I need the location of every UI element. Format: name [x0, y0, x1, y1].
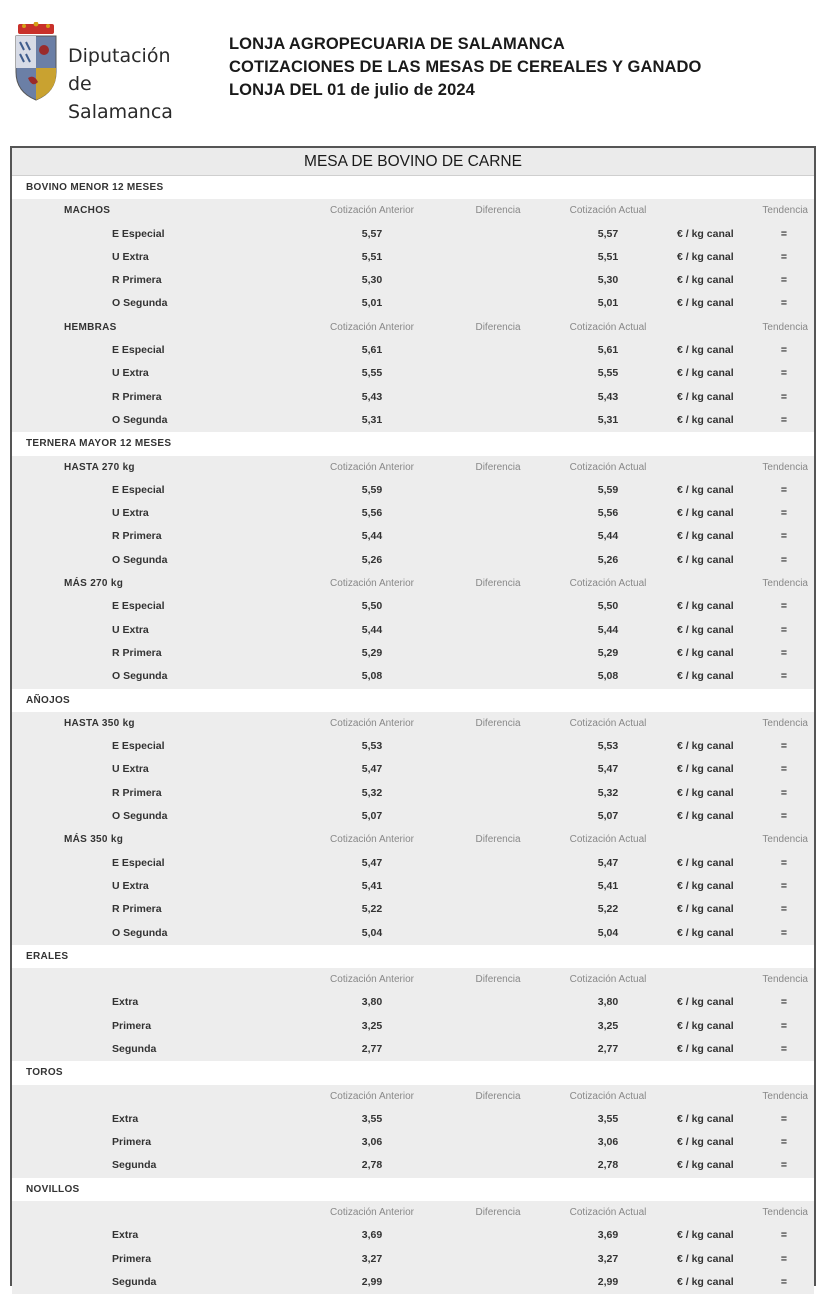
- table-row: [12, 409, 814, 432]
- anterior-price-cell: 5,44: [361, 530, 383, 543]
- trend-cell: =: [780, 227, 788, 240]
- table-row: [12, 595, 814, 618]
- col-header-tendencia: Tendencia: [762, 1090, 808, 1102]
- category-cell: U Extra: [112, 879, 149, 892]
- actual-price-cell: 5,56: [597, 507, 619, 520]
- category-cell: Primera: [112, 1136, 152, 1149]
- anterior-price-cell: 2,78: [361, 1159, 383, 1172]
- unit-cell: € / kg canal: [677, 227, 734, 240]
- table-row: [12, 898, 814, 921]
- anterior-price-cell: 5,50: [361, 600, 383, 613]
- actual-price-cell: 5,29: [597, 646, 619, 659]
- trend-cell: =: [780, 670, 788, 683]
- trend-cell: =: [780, 413, 788, 426]
- trend-cell: =: [780, 1019, 788, 1032]
- trend-cell: =: [780, 926, 788, 939]
- anterior-price-cell: 2,99: [361, 1275, 383, 1288]
- table-row: [12, 619, 814, 642]
- col-header-actual: Cotización Actual: [569, 461, 647, 473]
- section-label: BOVINO MENOR 12 MESES: [26, 182, 164, 193]
- trend-cell: =: [780, 810, 788, 823]
- trend-cell: =: [780, 600, 788, 613]
- table-row: [12, 1015, 814, 1038]
- col-header-tendencia: Tendencia: [762, 974, 808, 986]
- actual-price-cell: 5,44: [597, 530, 619, 543]
- logo-line-2: de Salamanca: [68, 73, 173, 123]
- actual-price-cell: 5,22: [597, 903, 619, 916]
- anterior-price-cell: 5,59: [361, 483, 383, 496]
- table-row: [12, 1038, 814, 1061]
- category-cell: E Especial: [112, 740, 165, 753]
- logo-text: [68, 42, 202, 126]
- table-row: [12, 549, 814, 572]
- table-row: [12, 642, 814, 665]
- col-header-diferencia: Diferencia: [475, 321, 521, 333]
- table-row: [12, 269, 814, 292]
- category-cell: O Segunda: [112, 926, 168, 939]
- col-header-actual: Cotización Actual: [569, 1090, 647, 1102]
- unit-cell: € / kg canal: [677, 1112, 734, 1125]
- unit-cell: € / kg canal: [677, 1275, 734, 1288]
- table-row: [12, 758, 814, 781]
- unit-cell: € / kg canal: [677, 1019, 734, 1032]
- anterior-price-cell: 3,69: [361, 1229, 383, 1242]
- page-header: [0, 0, 834, 140]
- unit-cell: € / kg canal: [677, 810, 734, 823]
- actual-price-cell: 5,08: [597, 670, 619, 683]
- actual-price-cell: 3,80: [597, 996, 619, 1009]
- anterior-price-cell: 5,55: [361, 367, 383, 380]
- actual-price-cell: 5,59: [597, 483, 619, 496]
- anterior-price-cell: 5,53: [361, 740, 383, 753]
- category-cell: E Especial: [112, 344, 165, 357]
- actual-price-cell: 5,01: [597, 297, 619, 310]
- table-row: [12, 1248, 814, 1271]
- price-table: [10, 146, 816, 1286]
- unit-cell: € / kg canal: [677, 530, 734, 543]
- col-header-actual: Cotización Actual: [569, 578, 647, 590]
- actual-price-cell: 2,77: [597, 1042, 619, 1055]
- category-cell: Primera: [112, 1252, 152, 1265]
- category-cell: R Primera: [112, 390, 162, 403]
- group-label: MACHOS: [64, 205, 111, 217]
- section-row: [12, 689, 814, 712]
- diputacion-logo: [12, 22, 202, 123]
- actual-price-cell: 5,31: [597, 413, 619, 426]
- unit-cell: € / kg canal: [677, 344, 734, 357]
- anterior-price-cell: 3,80: [361, 996, 383, 1009]
- col-header-actual: Cotización Actual: [569, 717, 647, 729]
- actual-price-cell: 3,55: [597, 1112, 619, 1125]
- anterior-price-cell: 3,27: [361, 1252, 383, 1265]
- category-cell: O Segunda: [112, 553, 168, 566]
- actual-price-cell: 3,25: [597, 1019, 619, 1032]
- col-header-anterior: Cotización Anterior: [330, 1090, 414, 1102]
- table-row: [12, 223, 814, 246]
- trend-cell: =: [780, 553, 788, 566]
- table-row: [12, 805, 814, 828]
- col-header-diferencia: Diferencia: [475, 974, 521, 986]
- table-row: [12, 292, 814, 315]
- category-cell: O Segunda: [112, 810, 168, 823]
- actual-price-cell: 5,44: [597, 623, 619, 636]
- unit-cell: € / kg canal: [677, 553, 734, 566]
- section-label: TERNERA MAYOR 12 MESES: [26, 438, 172, 450]
- category-cell: Primera: [112, 1019, 152, 1032]
- section-row: [12, 1061, 814, 1084]
- unit-cell: € / kg canal: [677, 1159, 734, 1172]
- trend-cell: =: [780, 646, 788, 659]
- col-header-diferencia: Diferencia: [475, 834, 521, 846]
- section-label: ERALES: [26, 950, 69, 962]
- col-header-anterior: Cotización Anterior: [330, 717, 414, 729]
- anterior-price-cell: 5,31: [361, 413, 383, 426]
- category-cell: U Extra: [112, 367, 149, 380]
- table-row: [12, 246, 814, 269]
- unit-cell: € / kg canal: [677, 250, 734, 263]
- anterior-price-cell: 3,55: [361, 1112, 383, 1125]
- unit-cell: € / kg canal: [677, 483, 734, 496]
- actual-price-cell: 2,99: [597, 1275, 619, 1288]
- actual-price-cell: 5,51: [597, 250, 619, 263]
- table-row: [12, 852, 814, 875]
- anterior-price-cell: 5,44: [361, 623, 383, 636]
- table-row: [12, 386, 814, 409]
- col-header-diferencia: Diferencia: [475, 461, 521, 473]
- logo-line-1: Diputación: [68, 45, 171, 67]
- anterior-price-cell: 5,07: [361, 810, 383, 823]
- category-cell: E Especial: [112, 227, 165, 240]
- unit-cell: € / kg canal: [677, 1042, 734, 1055]
- unit-cell: € / kg canal: [677, 740, 734, 753]
- trend-cell: =: [780, 297, 788, 310]
- unit-cell: € / kg canal: [677, 297, 734, 310]
- unit-cell: € / kg canal: [677, 926, 734, 939]
- table-row: [12, 922, 814, 945]
- category-cell: U Extra: [112, 623, 149, 636]
- section-row: [12, 1178, 814, 1201]
- trend-cell: =: [780, 879, 788, 892]
- unit-cell: € / kg canal: [677, 413, 734, 426]
- table-row: [12, 665, 814, 688]
- category-cell: Extra: [112, 996, 139, 1009]
- unit-cell: € / kg canal: [677, 623, 734, 636]
- unit-cell: € / kg canal: [677, 903, 734, 916]
- actual-price-cell: 3,69: [597, 1229, 619, 1242]
- col-header-diferencia: Diferencia: [475, 1207, 521, 1219]
- trend-cell: =: [780, 390, 788, 403]
- category-cell: Segunda: [112, 1159, 157, 1172]
- actual-price-cell: 5,55: [597, 367, 619, 380]
- trend-cell: =: [780, 1042, 788, 1055]
- group-label: HASTA 350 kg: [64, 717, 135, 729]
- anterior-price-cell: 5,41: [361, 879, 383, 892]
- category-cell: Extra: [112, 1229, 139, 1242]
- table-row: [12, 735, 814, 758]
- actual-price-cell: 5,07: [597, 810, 619, 823]
- unit-cell: € / kg canal: [677, 670, 734, 683]
- unit-cell: € / kg canal: [677, 879, 734, 892]
- trend-cell: =: [780, 856, 788, 869]
- section-row: [12, 432, 814, 455]
- trend-cell: =: [780, 903, 788, 916]
- anterior-price-cell: 5,29: [361, 646, 383, 659]
- category-cell: E Especial: [112, 483, 165, 496]
- group-header-row: [12, 828, 814, 851]
- table-row: [12, 1154, 814, 1177]
- col-header-tendencia: Tendencia: [762, 205, 808, 217]
- anterior-price-cell: 5,32: [361, 786, 383, 799]
- anterior-price-cell: 5,47: [361, 763, 383, 776]
- anterior-price-cell: 3,25: [361, 1019, 383, 1032]
- actual-price-cell: 5,53: [597, 740, 619, 753]
- trend-cell: =: [780, 786, 788, 799]
- actual-price-cell: 5,41: [597, 879, 619, 892]
- section-row: [12, 945, 814, 968]
- actual-price-cell: 3,06: [597, 1136, 619, 1149]
- table-row: [12, 875, 814, 898]
- col-header-actual: Cotización Actual: [569, 834, 647, 846]
- group-header-row: [12, 1085, 814, 1108]
- unit-cell: € / kg canal: [677, 507, 734, 520]
- trend-cell: =: [780, 367, 788, 380]
- actual-price-cell: 5,04: [597, 926, 619, 939]
- trend-cell: =: [780, 1112, 788, 1125]
- category-cell: Extra: [112, 1112, 139, 1125]
- col-header-anterior: Cotización Anterior: [330, 578, 414, 590]
- anterior-price-cell: 5,22: [361, 903, 383, 916]
- col-header-anterior: Cotización Anterior: [330, 974, 414, 986]
- trend-cell: =: [780, 1275, 788, 1288]
- category-cell: U Extra: [112, 250, 149, 263]
- col-header-anterior: Cotización Anterior: [330, 1207, 414, 1219]
- trend-cell: =: [780, 1252, 788, 1265]
- anterior-price-cell: 5,61: [361, 344, 383, 357]
- title-line-2: COTIZACIONES DE LAS MESAS DE CEREALES Y GANADO: [229, 58, 702, 76]
- col-header-diferencia: Diferencia: [475, 1090, 521, 1102]
- trend-cell: =: [780, 763, 788, 776]
- actual-price-cell: 5,47: [597, 763, 619, 776]
- col-header-diferencia: Diferencia: [475, 578, 521, 590]
- trend-cell: =: [780, 740, 788, 753]
- table-row: [12, 362, 814, 385]
- anterior-price-cell: 5,51: [361, 250, 383, 263]
- actual-price-cell: 5,47: [597, 856, 619, 869]
- anterior-price-cell: 5,56: [361, 507, 383, 520]
- trend-cell: =: [780, 530, 788, 543]
- trend-cell: =: [780, 483, 788, 496]
- unit-cell: € / kg canal: [677, 786, 734, 799]
- group-header-row: [12, 1201, 814, 1224]
- actual-price-cell: 5,26: [597, 553, 619, 566]
- unit-cell: € / kg canal: [677, 1252, 734, 1265]
- col-header-anterior: Cotización Anterior: [330, 321, 414, 333]
- category-cell: R Primera: [112, 786, 162, 799]
- table-row: [12, 339, 814, 362]
- group-label: MÁS 350 kg: [64, 834, 124, 846]
- table-row: [12, 1271, 814, 1294]
- col-header-tendencia: Tendencia: [762, 578, 808, 590]
- anterior-price-cell: 5,57: [361, 227, 383, 240]
- col-header-tendencia: Tendencia: [762, 321, 808, 333]
- col-header-anterior: Cotización Anterior: [330, 461, 414, 473]
- group-label: HEMBRAS: [64, 321, 117, 333]
- unit-cell: € / kg canal: [677, 390, 734, 403]
- anterior-price-cell: 3,06: [361, 1136, 383, 1149]
- col-header-tendencia: Tendencia: [762, 834, 808, 846]
- col-header-anterior: Cotización Anterior: [330, 834, 414, 846]
- table-row: [12, 1108, 814, 1131]
- trend-cell: =: [780, 507, 788, 520]
- category-cell: E Especial: [112, 600, 165, 613]
- actual-price-cell: 5,50: [597, 600, 619, 613]
- unit-cell: € / kg canal: [677, 367, 734, 380]
- anterior-price-cell: 5,08: [361, 670, 383, 683]
- section-row: [12, 176, 814, 199]
- group-header-row: [12, 712, 814, 735]
- section-label: TOROS: [26, 1067, 63, 1079]
- table-row: [12, 1224, 814, 1247]
- trend-cell: =: [780, 1159, 788, 1172]
- trend-cell: =: [780, 623, 788, 636]
- anterior-price-cell: 5,30: [361, 274, 383, 287]
- unit-cell: € / kg canal: [677, 646, 734, 659]
- table-row: [12, 525, 814, 548]
- actual-price-cell: 2,78: [597, 1159, 619, 1172]
- unit-cell: € / kg canal: [677, 274, 734, 287]
- table-row: [12, 1131, 814, 1154]
- category-cell: R Primera: [112, 903, 162, 916]
- trend-cell: =: [780, 344, 788, 357]
- section-label: AÑOJOS: [26, 694, 71, 706]
- actual-price-cell: 5,57: [597, 227, 619, 240]
- col-header-diferencia: Diferencia: [475, 717, 521, 729]
- category-cell: R Primera: [112, 646, 162, 659]
- col-header-actual: Cotización Actual: [569, 974, 647, 986]
- col-header-actual: Cotización Actual: [569, 1207, 647, 1219]
- coat-of-arms-icon: [12, 22, 60, 114]
- actual-price-cell: 5,32: [597, 786, 619, 799]
- anterior-price-cell: 5,43: [361, 390, 383, 403]
- category-cell: Segunda: [112, 1275, 157, 1288]
- col-header-anterior: Cotización Anterior: [330, 205, 414, 217]
- group-header-row: [12, 199, 814, 222]
- group-header-row: [12, 456, 814, 479]
- category-cell: U Extra: [112, 763, 149, 776]
- category-cell: E Especial: [112, 856, 165, 869]
- anterior-price-cell: 2,77: [361, 1042, 383, 1055]
- trend-cell: =: [780, 1229, 788, 1242]
- group-label: MÁS 270 kg: [64, 578, 124, 590]
- anterior-price-cell: 5,26: [361, 553, 383, 566]
- unit-cell: € / kg canal: [677, 600, 734, 613]
- title-line-1: LONJA AGROPECUARIA DE SALAMANCA: [229, 35, 565, 53]
- unit-cell: € / kg canal: [677, 856, 734, 869]
- table-row: [12, 991, 814, 1014]
- unit-cell: € / kg canal: [677, 763, 734, 776]
- category-cell: U Extra: [112, 507, 149, 520]
- trend-cell: =: [780, 996, 788, 1009]
- category-cell: O Segunda: [112, 297, 168, 310]
- col-header-actual: Cotización Actual: [569, 205, 647, 217]
- col-header-tendencia: Tendencia: [762, 1207, 808, 1219]
- table-row: [12, 782, 814, 805]
- group-header-row: [12, 316, 814, 339]
- col-header-diferencia: Diferencia: [475, 205, 521, 217]
- category-cell: O Segunda: [112, 413, 168, 426]
- actual-price-cell: 5,30: [597, 274, 619, 287]
- table-body: [12, 176, 814, 1294]
- section-label: NOVILLOS: [26, 1183, 80, 1195]
- category-cell: Segunda: [112, 1042, 157, 1055]
- col-header-actual: Cotización Actual: [569, 321, 647, 333]
- group-header-row: [12, 572, 814, 595]
- unit-cell: € / kg canal: [677, 1136, 734, 1149]
- anterior-price-cell: 5,01: [361, 297, 383, 310]
- category-cell: O Segunda: [112, 670, 168, 683]
- document-title: [229, 33, 701, 102]
- table-row: [12, 479, 814, 502]
- col-header-tendencia: Tendencia: [762, 461, 808, 473]
- unit-cell: € / kg canal: [677, 996, 734, 1009]
- actual-price-cell: 5,61: [597, 344, 619, 357]
- group-label: HASTA 270 kg: [64, 461, 135, 473]
- trend-cell: =: [780, 1136, 788, 1149]
- table-row: [12, 502, 814, 525]
- actual-price-cell: 5,43: [597, 390, 619, 403]
- table-title: MESA DE BOVINO DE CARNE: [12, 148, 814, 176]
- actual-price-cell: 3,27: [597, 1252, 619, 1265]
- anterior-price-cell: 5,04: [361, 926, 383, 939]
- anterior-price-cell: 5,47: [361, 856, 383, 869]
- category-cell: R Primera: [112, 274, 162, 287]
- trend-cell: =: [780, 250, 788, 263]
- trend-cell: =: [780, 274, 788, 287]
- title-line-3: LONJA DEL 01 de julio de 2024: [229, 81, 475, 99]
- unit-cell: € / kg canal: [677, 1229, 734, 1242]
- category-cell: R Primera: [112, 530, 162, 543]
- group-header-row: [12, 968, 814, 991]
- col-header-tendencia: Tendencia: [762, 717, 808, 729]
